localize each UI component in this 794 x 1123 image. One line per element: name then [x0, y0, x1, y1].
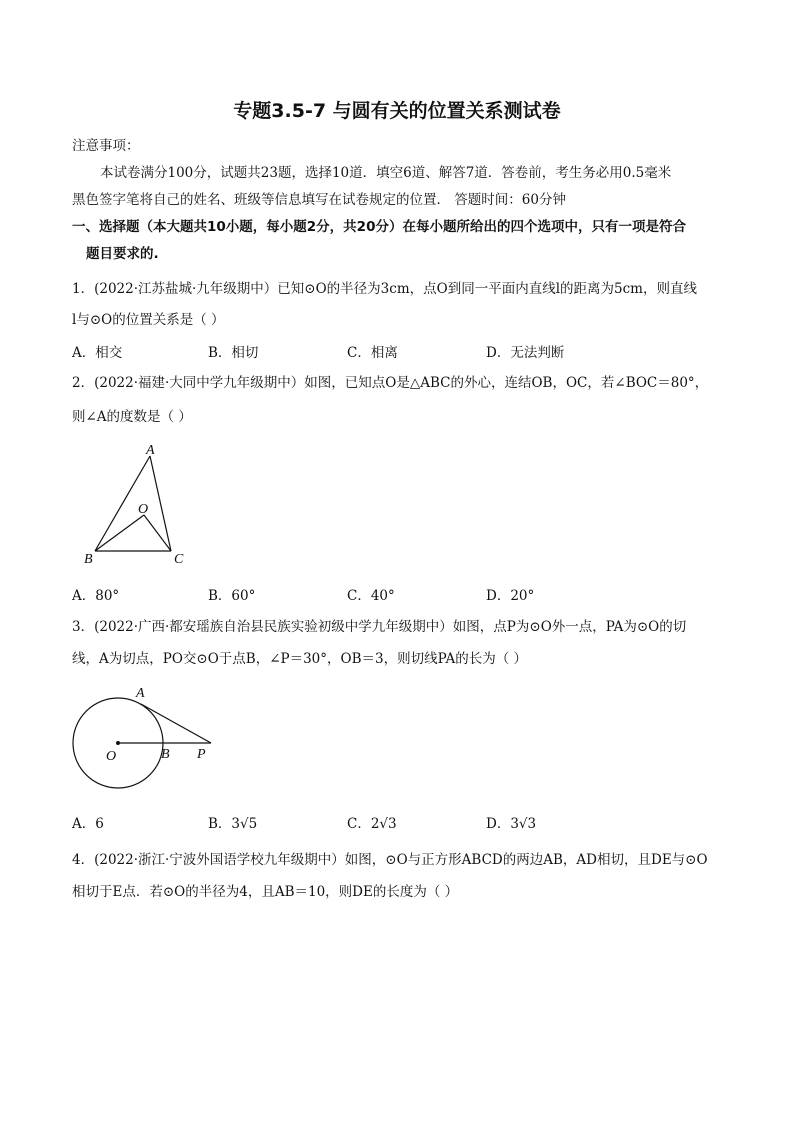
q3-tangent-figure [66, 680, 226, 800]
section-heading-line-1: 一、选择题（本大题共10小题，每小题2分，共20分）在每小题所给出的四个选项中，只有一项是符合 [72, 219, 686, 235]
notice-line-1: 本试卷满分100分，试题共23题，选择10道．填空6道、解答7道．答卷前，考生务必用0.5毫米 [100, 165, 672, 181]
q1-option-c: C．相离 [347, 345, 398, 361]
q2-option-b: B．60° [208, 588, 256, 604]
q2-label-o: O [138, 502, 149, 517]
page-title: 专题3.5-7 与圆有关的位置关系测试卷 [233, 100, 561, 122]
q1-option-a: A．相交 [72, 345, 123, 361]
q2-stem-line-1: 2．(2022·福建·大同中学九年级期中）如图，已知点O是△ABC的外心，连结OB，OC，若∠BOC＝80°， [72, 375, 709, 391]
q1-stem-line-2: l与⊙O的位置关系是（ ） [72, 312, 225, 328]
q3-option-c: C．2√3 [347, 816, 397, 832]
q2-label-b: B [84, 552, 93, 567]
q3-stem-line-1: 3．(2022·广西·都安瑶族自治县民族实验初级中学九年级期中）如图，点P为⊙O外一点，PA为⊙O的切 [72, 619, 687, 635]
q4-stem-line-1: 4．(2022·浙江·宁波外国语学校九年级期中）如图，⊙O与正方形ABCD的两边AB，AD相切，且DE与⊙O [72, 852, 708, 868]
q2-stem-line-2: 则∠A的度数是（ ） [72, 409, 192, 425]
q4-stem-line-2: 相切于E点．若⊙O的半径为4，且AB＝10，则DE的长度为（ ） [72, 884, 459, 900]
q2-label-c: C [174, 552, 184, 567]
q2-triangle-figure [78, 438, 198, 573]
q2-option-c: C．40° [347, 588, 395, 604]
q3-option-b: B．3√5 [208, 816, 258, 832]
q2-option-d: D．20° [486, 588, 535, 604]
q3-option-d: D．3√3 [486, 816, 537, 832]
q3-stem-line-2: 线，A为切点，PO交⊙O于点B，∠P＝30°，OB＝3，则切线PA的长为（ ） [72, 651, 527, 667]
section-heading-line-2: 题目要求的. [86, 246, 159, 262]
q3-label-a: A [136, 686, 145, 701]
notice-heading: 注意事项： [72, 138, 140, 154]
q3-option-a: A．6 [72, 816, 104, 832]
q2-label-a: A [146, 443, 155, 458]
q1-option-d: D．无法判断 [486, 345, 565, 361]
q3-label-o: O [106, 749, 117, 764]
notice-line-2: 黑色签字笔将自己的姓名、班级等信息填写在试卷规定的位置． 答题时间：60分钟 [72, 192, 566, 208]
q3-label-p: P [197, 747, 206, 762]
q1-option-b: B．相切 [208, 345, 259, 361]
q1-stem-line-1: 1．(2022·江苏盐城·九年级期中）已知⊙O的半径为3cm，点O到同一平面内直线l的距离为5cm，则直线 [72, 281, 697, 297]
q3-label-b: B [161, 747, 170, 762]
q2-option-a: A．80° [72, 588, 120, 604]
